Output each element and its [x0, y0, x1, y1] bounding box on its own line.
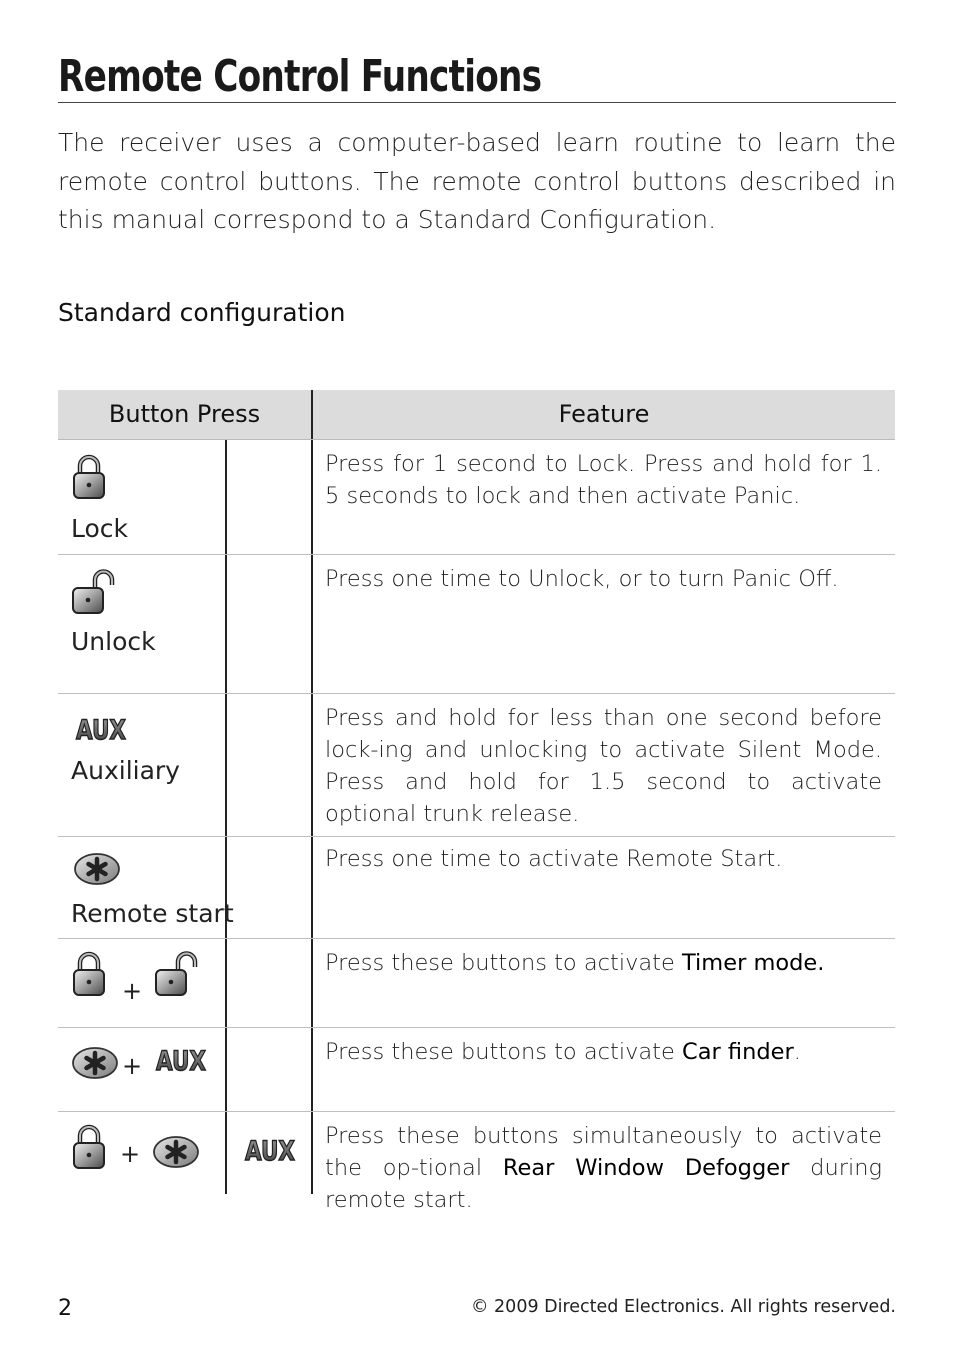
column-divider — [225, 555, 227, 693]
column-divider — [225, 440, 227, 554]
table-header — [58, 390, 895, 440]
table-row — [58, 694, 895, 837]
header-button-press: Button Press — [108, 400, 261, 428]
plus-sign: + — [122, 1052, 143, 1080]
table-row — [58, 837, 895, 939]
intro-paragraph: The receiver uses a computer-based learn routine to learn the remote control buttons. The remote control buttons described in this manual correspond to a Standard Configuration. — [58, 128, 896, 234]
section-heading: Standard configuration — [58, 298, 346, 327]
row-description: Press one time to activate Remote Start. — [325, 846, 783, 872]
column-divider — [225, 939, 227, 1027]
table-row — [58, 440, 895, 555]
page-title-bar — [58, 52, 896, 103]
column-divider — [311, 939, 313, 1027]
column-divider — [311, 555, 313, 693]
aux-icon — [74, 714, 128, 744]
table-row — [58, 555, 895, 694]
lock-icon — [72, 1124, 106, 1170]
lock-icon — [72, 454, 106, 500]
row-description: Press for 1 second to Lock. Press and hold for 1. 5 seconds to lock and then activate Panic. — [325, 451, 882, 509]
table-row — [58, 1028, 895, 1112]
column-divider — [311, 694, 313, 836]
asterisk-icon — [152, 1135, 200, 1169]
aux-icon — [243, 1135, 297, 1165]
unlock-icon — [71, 569, 115, 615]
column-divider — [311, 837, 313, 938]
feature-name: Timer mode. — [682, 950, 825, 976]
row-label: Unlock — [71, 627, 156, 656]
row-label: Lock — [71, 514, 129, 543]
lock-icon — [72, 951, 106, 997]
copyright-notice: © 2009 Directed Electronics. All rights reserved. — [470, 1297, 896, 1317]
column-divider — [225, 694, 227, 836]
feature-name: Car finder — [682, 1039, 794, 1065]
column-divider — [311, 1028, 313, 1111]
plus-sign: + — [122, 977, 143, 1005]
row-label: Remote start — [71, 899, 234, 928]
page-title: Remote Control Functions — [58, 52, 549, 102]
feature-name: Rear Window Defogger — [502, 1155, 790, 1181]
row-description: Press these buttons to activate Car finder. — [325, 1039, 801, 1065]
row-label: Auxiliary — [71, 756, 180, 785]
column-divider — [311, 440, 313, 554]
asterisk-icon — [71, 1046, 119, 1080]
column-divider — [225, 1112, 227, 1194]
column-divider — [225, 1028, 227, 1111]
row-description: Press one time to Unlock, or to turn Panic Off. — [325, 566, 839, 592]
column-divider — [311, 1112, 313, 1194]
row-description: Press these buttons to activate Timer mode. — [325, 950, 825, 976]
table-row — [58, 1112, 895, 1213]
header-feature: Feature — [558, 400, 650, 428]
unlock-icon — [154, 951, 198, 997]
functions-table — [58, 390, 895, 1213]
asterisk-icon — [73, 852, 121, 886]
aux-icon — [154, 1045, 208, 1075]
table-row — [58, 939, 895, 1028]
plus-sign: + — [120, 1140, 141, 1168]
row-description: Press these buttons simultaneously to activate the op-tional Rear Window Defogger during remote start. — [325, 1123, 882, 1213]
page-number: 2 — [58, 1296, 72, 1321]
row-description: Press and hold for less than one second before lock-ing and unlocking to activate Silent Mode. Press and hold for 1.5 second to activate optional trunk release. — [325, 705, 882, 827]
